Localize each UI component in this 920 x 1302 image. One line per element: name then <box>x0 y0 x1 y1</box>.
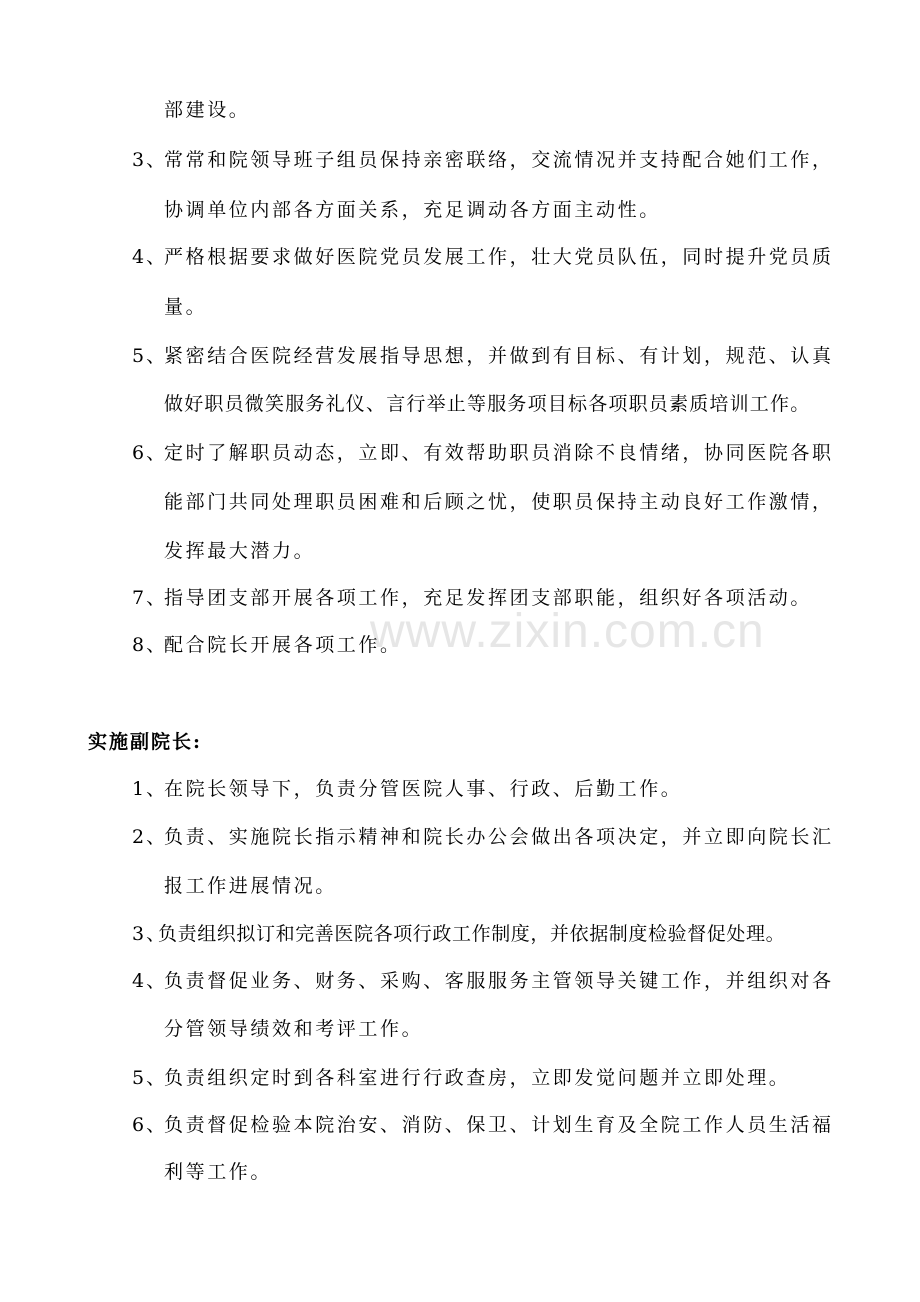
item-number: 5、 <box>132 1067 168 1089</box>
item-number: 2、 <box>132 826 168 848</box>
item-text: 配合院长开展各项工作。 <box>164 634 402 656</box>
item-number: 8、 <box>132 634 168 656</box>
item-text: 分管领导绩效和考评工作。 <box>164 1018 424 1040</box>
item-text: 报工作进展情况。 <box>164 875 337 897</box>
item-text: 负责组织定时到各科室进行行政查房，立即发觉问题并立即处理。 <box>164 1067 791 1089</box>
item-text: 发挥最大潜力。 <box>164 540 316 562</box>
item-number: 4、 <box>132 970 168 992</box>
item-text: 常常和院领导班子组员保持亲密联络，交流情况并支持配合她们工作， <box>164 149 834 171</box>
watermark: www.zixin.com.cn <box>370 605 765 658</box>
item-text: 负责、实施院长指示精神和院长办公会做出各项决定，并立即向院长汇 <box>164 826 834 848</box>
item-number: 6、 <box>132 1114 168 1136</box>
item-text: 做好职员微笑服务礼仪、言行举止等服务项目标各项职员素质培训工作。 <box>164 393 811 415</box>
item-text: 在院长领导下，负责分管医院人事、行政、后勤工作。 <box>164 778 683 800</box>
item-text: 严格根据要求做好医院党员发展工作，壮大党员队伍，同时提升党员质 <box>164 246 834 268</box>
item-text: 定时了解职员动态，立即、有效帮助职员消除不良情绪，协同医院各职 <box>164 442 834 464</box>
item-number: 7、 <box>132 587 168 609</box>
item-number: 6、 <box>132 442 168 464</box>
item-number: 3、 <box>132 149 168 171</box>
item-number: 3、 <box>132 923 168 945</box>
continuation-text: 部建设。 <box>164 99 251 121</box>
item-text: 负责组织拟订和完善医院各项行政工作制度，并依据制度检验督促处理。 <box>158 923 786 945</box>
item-number: 5、 <box>132 345 168 367</box>
item-text: 利等工作。 <box>164 1161 273 1183</box>
item-text: 负责督促检验本院治安、消防、保卫、计划生育及全院工作人员生活福 <box>164 1114 834 1136</box>
item-text: 紧密结合医院经营发展指导思想，并做到有目标、有计划，规范、认真 <box>164 345 834 367</box>
item-number: 1、 <box>132 778 168 800</box>
item-number: 4、 <box>132 246 168 268</box>
item-text: 协调单位内部各方面关系，充足调动各方面主动性。 <box>164 199 661 221</box>
item-text: 负责督促业务、财务、采购、客服服务主管领导关键工作，并组织对各 <box>164 970 834 992</box>
item-text: 能部门共同处理职员困难和后顾之忧，使职员保持主动良好工作激情， <box>164 491 834 513</box>
item-text: 量。 <box>164 296 208 318</box>
section-heading: 实施副院长: <box>88 731 203 753</box>
item-text: 指导团支部开展各项工作，充足发挥团支部职能，组织好各项活动。 <box>164 587 813 609</box>
